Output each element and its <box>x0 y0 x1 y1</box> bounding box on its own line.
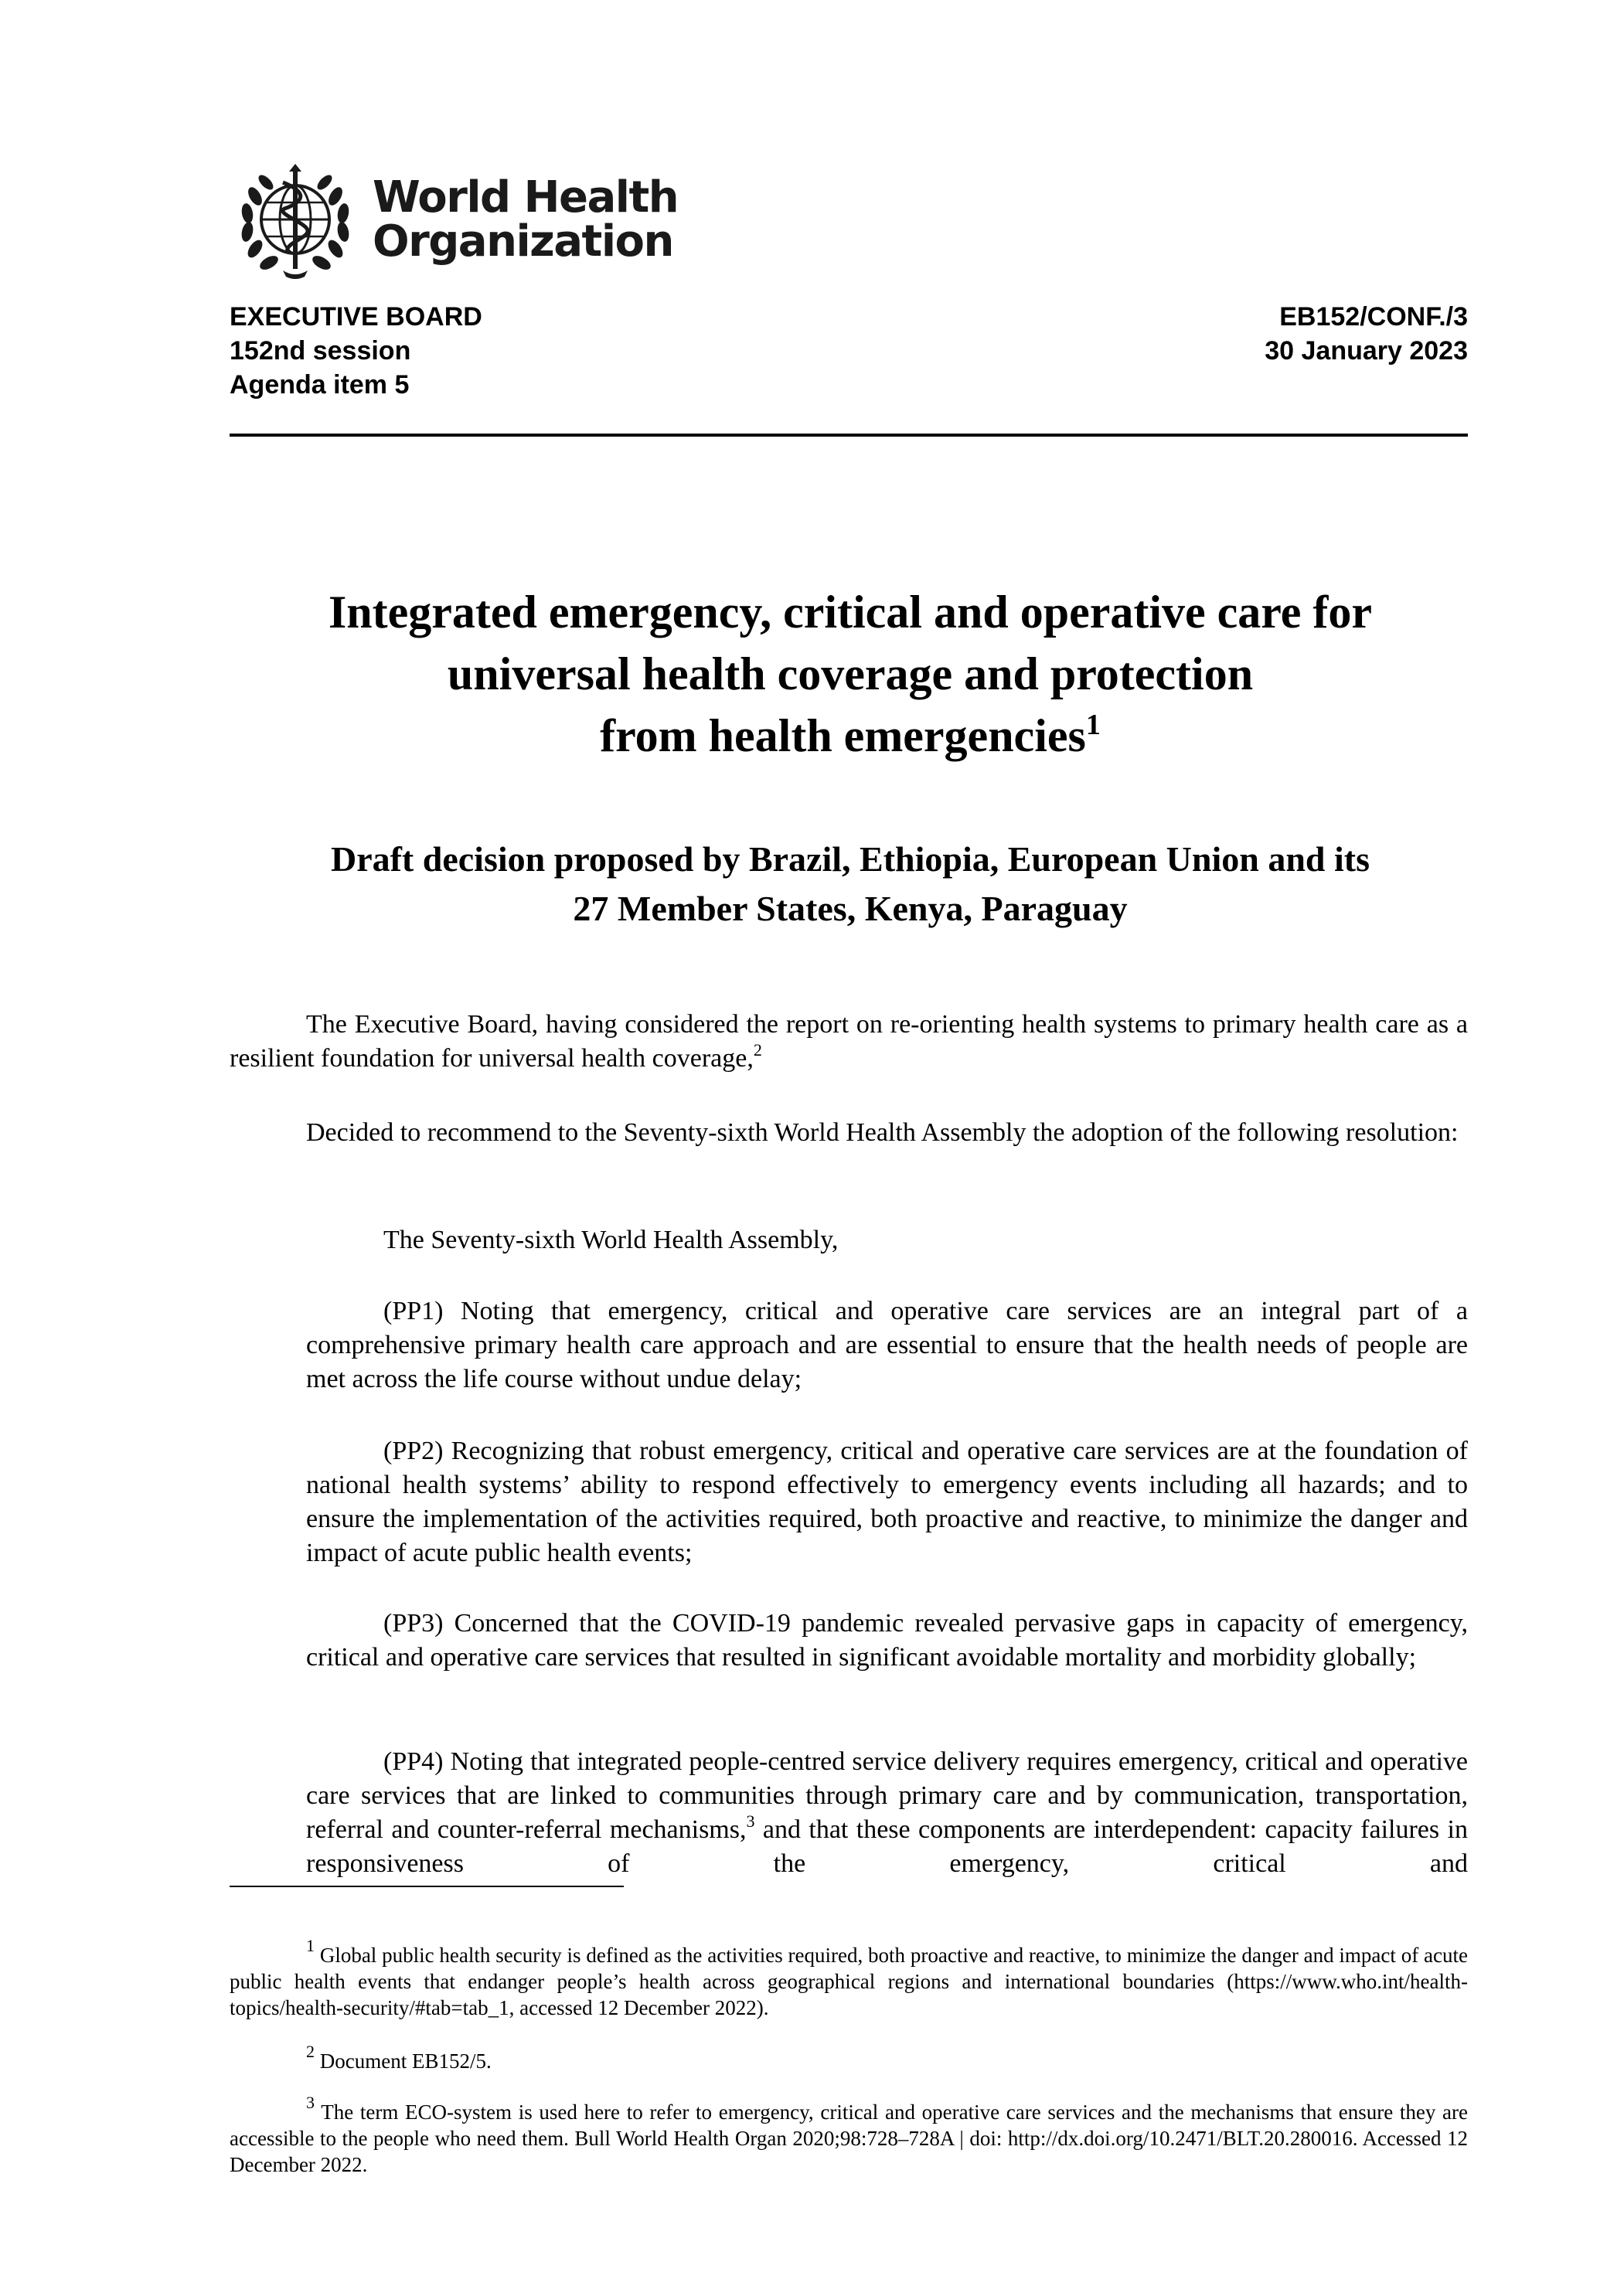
paragraph-pp2 <box>306 1434 1468 1570</box>
paragraph-pp1-text: (PP1) Noting that emergency, critical and operative care services are an integral part of a comprehensive primary health care approach and are essential to ensure that the health needs of people are met across the life course without undue delay; <box>306 1297 1468 1393</box>
paragraph-pp3 <box>306 1607 1468 1675</box>
footnote-2-number: 2 <box>306 2042 315 2061</box>
title-footnote-ref: 1 <box>1085 709 1101 741</box>
document-number: EB152/CONF./3 <box>1279 302 1468 332</box>
paragraph-pp1 <box>306 1294 1468 1396</box>
paragraph-1-ref: 2 <box>753 1040 762 1060</box>
title-line-2: universal health coverage and protection <box>447 648 1254 699</box>
paragraph-3-text: The Seventy-sixth World Health Assembly, <box>383 1226 839 1254</box>
footnote-2-text: Document EB152/5. <box>315 2049 492 2073</box>
document-date: 30 January 2023 <box>1265 336 1468 366</box>
title-line-3-wrap <box>201 705 1500 767</box>
paragraph-1-text: The Executive Board, having considered the report on re-orienting health systems to primary health care as a resilient foundation for universal health coverage, <box>230 1010 1468 1073</box>
who-logo <box>229 153 678 286</box>
logo-line-2: Organization <box>373 216 673 267</box>
document-subtitle <box>201 835 1500 934</box>
footnote-1-text: Global public health security is defined as the activities required, both proactive and reactive, to minimize the danger and impact of acute public health events that endanger people’s health across geographical regions and international boundaries (https://www.who.int/health-topics/health-security/#tab=tab_1, accessed 12 December 2022). <box>230 1944 1468 2019</box>
paragraph-pp4-text-b: and that these components are interdependent: capacity failures in responsiveness of the emergency, critical and <box>306 1815 1468 1878</box>
title-line-1: Integrated emergency, critical and operative care for <box>328 587 1373 638</box>
paragraph-1 <box>230 1008 1468 1076</box>
header-rule <box>230 434 1468 437</box>
document-title <box>201 581 1500 767</box>
title-line-3: from health emergencies <box>600 710 1086 761</box>
session: 152nd session <box>230 336 411 366</box>
footnote-3 <box>230 2093 1468 2178</box>
footnote-1-number: 1 <box>306 1936 315 1955</box>
footnote-rule <box>230 1886 624 1887</box>
paragraph-2-text: Decided to recommend to the Seventy-sixth World Health Assembly the adoption of the following resolution: <box>306 1118 1459 1147</box>
header-left <box>230 300 482 402</box>
logo-wordmark <box>373 172 679 267</box>
paragraph-2 <box>230 1116 1468 1150</box>
footnote-3-number: 3 <box>306 2093 315 2112</box>
who-emblem-icon <box>229 153 362 286</box>
logo-line-1: World Health <box>373 172 679 223</box>
footnote-1 <box>230 1936 1468 2021</box>
footnote-2 <box>230 2042 1468 2074</box>
header-right <box>1265 300 1468 368</box>
paragraph-pp3-text: (PP3) Concerned that the COVID-19 pandemic revealed pervasive gaps in capacity of emergency, critical and operative care services that resulted in significant avoidable mortality and morbidity globally; <box>306 1609 1468 1672</box>
paragraph-pp4 <box>306 1745 1468 1881</box>
footnote-3-text: The term ECO-system is used here to refer to emergency, critical and operative care services and the mechanisms that ensure they are accessible to the people who need them. Bull World Health Organ 2020;98:728–728A | doi: http://dx.doi.org/10.2471/BLT.20.280016. Accessed 12 December 2022. <box>230 2100 1468 2176</box>
subtitle-line-2: 27 Member States, Kenya, Paraguay <box>573 889 1128 928</box>
agenda-item: Agenda item 5 <box>230 370 410 400</box>
subtitle-line-1: Draft decision proposed by Brazil, Ethiopia, European Union and its <box>330 839 1370 879</box>
paragraph-pp2-text: (PP2) Recognizing that robust emergency, critical and operative care services are at the foundation of national health systems’ ability to respond effectively to emergency events including all hazards; and to ensure the implementation of the activities required, both proactive and reactive, to minimize the danger and impact of acute public health events; <box>306 1437 1468 1567</box>
board-name: EXECUTIVE BOARD <box>230 302 482 332</box>
paragraph-pp4-ref: 3 <box>746 1811 755 1831</box>
paragraph-pp4-text-a: (PP4) Noting that integrated people-centred service delivery requires emergency, critical and operative care services that are linked to communities through primary care and by communication, transportation, referral and counter-referral mechanisms, <box>306 1747 1468 1844</box>
paragraph-3 <box>306 1223 1468 1257</box>
